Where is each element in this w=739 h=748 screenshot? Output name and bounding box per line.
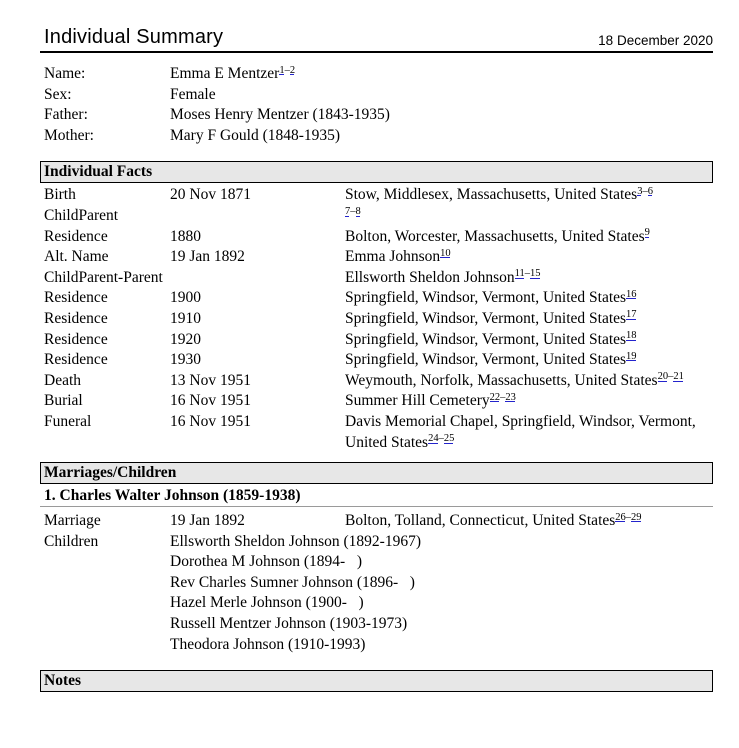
fact-place: Davis Memorial Chapel, Springfield, Windsor, Vermont, United States$^{24-25}$ [345, 412, 696, 451]
fact-date: 13 Nov 1951 [170, 371, 251, 389]
citation-superscript: 18 [626, 330, 637, 342]
person-field-label: Mother: [44, 126, 94, 144]
fact-place: Bolton, Worcester, Massachusetts, United States$^9$ [345, 227, 650, 245]
citation-superscript: 19 [626, 350, 637, 362]
fact-name: ChildParent [44, 206, 119, 224]
fact-place [345, 206, 701, 227]
fact-name: Death [44, 371, 82, 389]
fact-name: Residence [44, 330, 108, 348]
person-field-value: Mary F Gould (1848-1935) [170, 126, 341, 144]
person-row [44, 105, 713, 126]
fact-place: Springfield, Windsor, Vermont, United States$^{18}$ [345, 330, 637, 348]
citation-superscript: 3–6 [637, 185, 653, 197]
fact-row [44, 288, 713, 309]
fact-name: ChildParent-Parent [44, 268, 163, 286]
spouse-heading: 1. Charles Walter Johnson (1859-1938) [40, 486, 713, 507]
child-name: Dorothea M Johnson (1894- ) [170, 553, 363, 571]
citation-superscript: 16 [626, 288, 637, 300]
person-field-label: Sex: [44, 85, 72, 103]
section-title-marriages-children: Marriages/Children [44, 464, 177, 482]
fact-place: Stow, Middlesex, Massachusetts, United States$^{3-6}$ [345, 185, 653, 204]
fact-date: 1930 [170, 351, 201, 369]
fact-place: Emma Johnson$^{10}$ [345, 247, 451, 266]
citation-superscript: 9 [644, 227, 650, 239]
fact-row [44, 227, 713, 248]
citation-superscript: 24–25 [428, 433, 455, 444]
marriage-block [44, 511, 713, 655]
section-title-notes: Notes [44, 672, 82, 690]
fact-row [44, 309, 713, 330]
fact-row [44, 330, 713, 351]
fact-name: Residence [44, 309, 108, 327]
fact-row [44, 371, 713, 392]
child-name: Rev Charles Sumner Johnson (1896- ) [170, 573, 415, 591]
fact-name: Alt. Name [44, 248, 109, 266]
fact-name: Funeral [44, 412, 92, 430]
person-field-value: Female [170, 85, 216, 103]
person-field-label: Name: [44, 65, 86, 82]
person-row [44, 126, 713, 147]
fact-date [170, 206, 345, 227]
person-row [44, 64, 713, 85]
person-summary-block [44, 64, 713, 146]
fact-place: Weymouth, Norfolk, Massachusetts, United States$^{20-21}$ [345, 371, 684, 389]
children-label: Children [44, 532, 99, 550]
fact-date: 16 Nov 1951 [170, 392, 251, 410]
fact-date [170, 268, 345, 289]
child-name: Ellsworth Sheldon Johnson (1892-1967) [170, 532, 422, 550]
person-field-label: Father: [44, 106, 88, 124]
child-name: Hazel Merle Johnson (1900- ) [170, 594, 364, 612]
section-header-marriages-children [40, 462, 713, 484]
fact-row [44, 185, 713, 206]
citation-superscript: 1–2 [279, 64, 296, 76]
fact-row [44, 268, 713, 289]
child-name: Russell Mentzer Johnson (1903-1973) [170, 615, 408, 633]
page-title: Individual Summary [44, 26, 224, 48]
fact-name: Residence [44, 227, 108, 245]
child-name: Theodora Johnson (1910-1993) [170, 635, 366, 653]
fact-place: Springfield, Windsor, Vermont, United States$^{17}$ [345, 309, 637, 327]
fact-row [44, 391, 713, 412]
children-names [170, 532, 713, 656]
fact-row [44, 206, 713, 227]
citation-superscript: 10 [440, 247, 451, 259]
marriage-row [44, 511, 713, 532]
fact-name: Residence [44, 289, 108, 307]
report-header [40, 26, 713, 53]
fact-row [44, 412, 713, 453]
marriages-section [40, 486, 713, 655]
fact-place: Springfield, Windsor, Vermont, United States$^{19}$ [345, 350, 637, 369]
citation-superscript: 7–8 [345, 206, 361, 218]
individual-facts-table [44, 185, 713, 453]
section-header-individual-facts [40, 161, 713, 183]
fact-name: Birth [44, 186, 76, 204]
fact-date: 20 Nov 1871 [170, 186, 251, 204]
citation-superscript: 11–15 [514, 268, 541, 280]
fact-row [44, 247, 713, 268]
fact-date: 19 Jan 1892 [170, 248, 245, 266]
section-title-individual-facts: Individual Facts [44, 163, 153, 181]
fact-date: 1920 [170, 330, 201, 348]
person-field-value: Moses Henry Mentzer (1843-1935) [170, 106, 390, 124]
citation-superscript: 17 [626, 309, 637, 321]
citation-superscript: 22–23 [489, 391, 516, 403]
section-header-notes [40, 670, 713, 692]
fact-date: 16 Nov 1951 [170, 412, 251, 430]
fact-place: Bolton, Tolland, Connecticut, United States$^{26-29}$ [345, 511, 642, 530]
person-row [44, 85, 713, 106]
fact-row [44, 350, 713, 371]
fact-name: Marriage [44, 512, 101, 530]
fact-name: Burial [44, 392, 83, 410]
fact-date: 1880 [170, 227, 201, 245]
fact-date: 19 Jan 1892 [170, 512, 245, 530]
citation-superscript: 26–29 [615, 511, 642, 523]
report-date: 18 December 2020 [598, 33, 713, 48]
fact-name: Residence [44, 351, 108, 369]
children-list [44, 532, 713, 656]
fact-date: 1910 [170, 309, 201, 327]
fact-place: Ellsworth Sheldon Johnson$^{11-15}$ [345, 268, 541, 286]
person-field-value: Emma E Mentzer$^{1-2}$ [170, 64, 296, 82]
fact-place: Summer Hill Cemetery$^{22-23}$ [345, 391, 516, 410]
citation-superscript: 20–21 [657, 371, 684, 383]
fact-date: 1900 [170, 289, 201, 307]
fact-place: Springfield, Windsor, Vermont, United States$^{16}$ [345, 288, 637, 307]
